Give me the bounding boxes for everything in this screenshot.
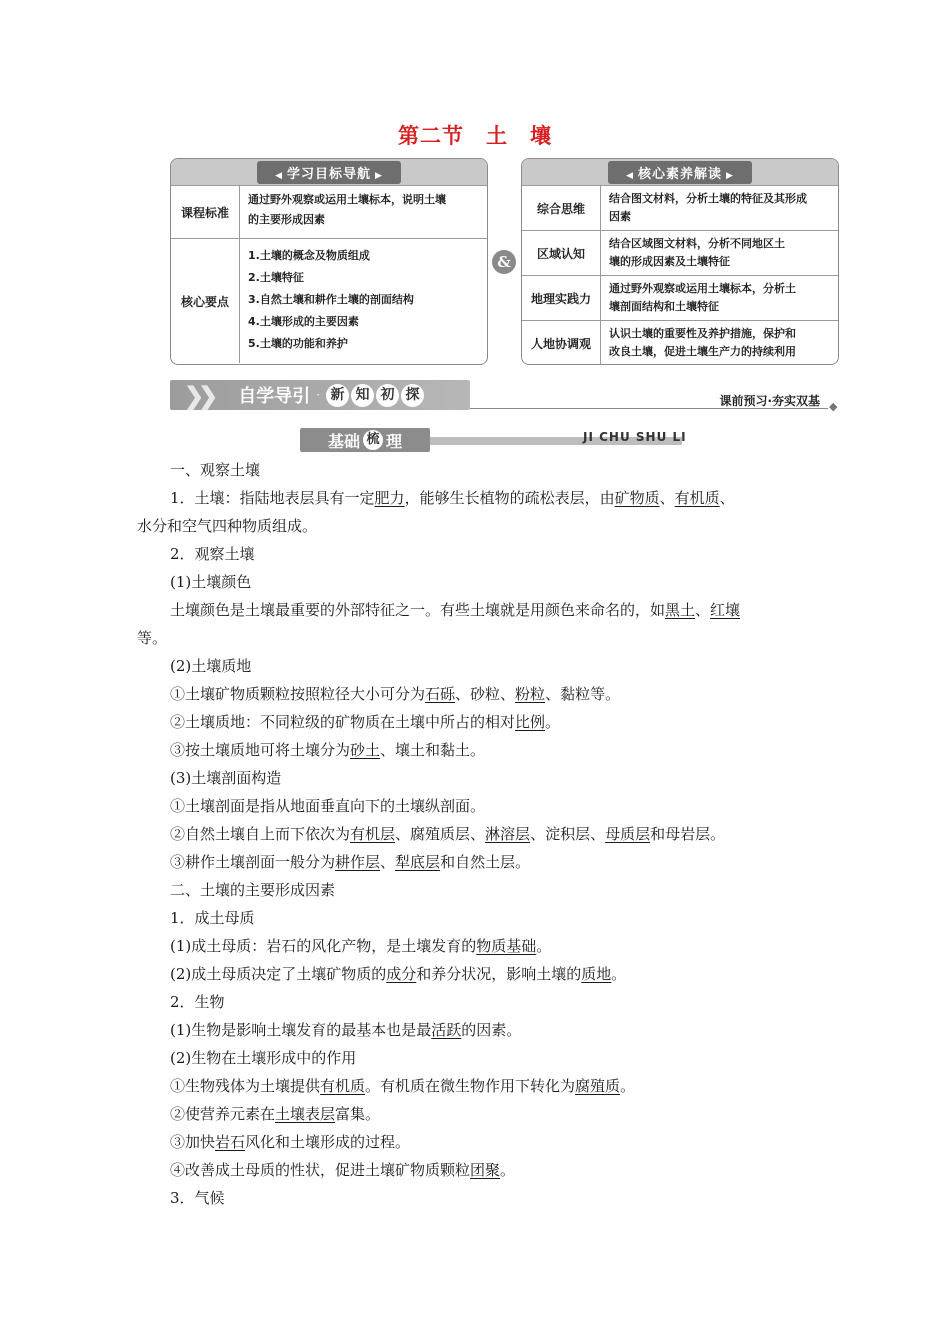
text-line xyxy=(137,1156,817,1184)
text-segment: 、 xyxy=(719,489,735,507)
row-label: 区域认知 xyxy=(522,231,601,275)
banner-dot: · xyxy=(316,388,321,402)
fill-in-answer: 犁底层 xyxy=(395,853,441,871)
fill-in-answer: 有机质 xyxy=(674,489,720,507)
text-segment: 二、土壤的主要形成因素 xyxy=(170,881,336,899)
section-banner xyxy=(170,380,470,410)
text-line xyxy=(137,624,817,652)
text-line xyxy=(137,1184,817,1212)
text-segment: 、 xyxy=(695,601,711,619)
fill-in-answer: 矿物质 xyxy=(614,489,660,507)
fill-in-answer: 有机质 xyxy=(320,1077,366,1095)
text-line xyxy=(137,568,817,596)
fill-in-answer: 团聚 xyxy=(470,1161,501,1179)
banner-circle-char: 知 xyxy=(351,384,374,407)
fill-in-answer: 活跃 xyxy=(431,1021,462,1039)
text-segment: 和母岩层。 xyxy=(650,825,726,843)
core-points-row xyxy=(171,238,487,363)
body-text xyxy=(137,456,817,1212)
text-segment: (1)成土母质：岩石的风化产物，是土壤发育的 xyxy=(170,937,477,955)
fill-in-answer: 石砾 xyxy=(425,685,456,703)
fill-in-answer: 岩石 xyxy=(215,1133,246,1151)
row-content: 1.土壤的概念及物质组成 2.土壤特征 3.自然土壤和耕作土壤的剖面结构 4.土壤形成的主要因素 5.土壤的功能和养护 xyxy=(248,249,414,350)
text-segment: (3)土壤剖面构造 xyxy=(170,769,282,787)
text-segment: 。 xyxy=(611,965,627,983)
learning-goals-title: ◀ 学习目标导航 ▶ xyxy=(257,161,401,184)
row-content: 认识土壤的重要性及养护措施，保护和 改良土壤，促进土壤生产力的持续利用 xyxy=(609,327,796,358)
literacy-row xyxy=(522,320,838,365)
text-segment: 一、观察土壤 xyxy=(170,461,261,479)
text-line xyxy=(137,1128,817,1156)
text-line xyxy=(137,876,817,904)
fill-in-answer: 成分 xyxy=(386,965,417,983)
fill-in-answer: 有机层 xyxy=(350,825,396,843)
page-title: 第二节 土 壤 xyxy=(398,123,552,148)
text-segment: 3．气候 xyxy=(170,1189,225,1207)
banner-circle-char: 新 xyxy=(326,384,349,407)
text-line xyxy=(137,708,817,736)
core-literacy-header xyxy=(522,159,838,185)
text-line xyxy=(137,988,817,1016)
fill-in-answer: 淋溶层 xyxy=(485,825,531,843)
fill-in-answer: 红壤 xyxy=(710,601,741,619)
text-line xyxy=(137,736,817,764)
core-literacy-box xyxy=(521,158,839,365)
text-segment: ②土壤质地：不同粒级的矿物质在土壤中所占的相对 xyxy=(170,713,516,731)
fill-in-answer: 母质层 xyxy=(605,825,651,843)
text-segment: 、砂粒、 xyxy=(455,685,516,703)
core-literacy-title: ◀ 核心素养解读 ▶ xyxy=(608,161,752,184)
text-segment: (2)土壤质地 xyxy=(170,657,252,675)
text-segment: ①土壤矿物质颗粒按照粒径大小可分为 xyxy=(170,685,426,703)
text-segment: 。 xyxy=(536,937,552,955)
text-segment: ①生物残体为土壤提供 xyxy=(170,1077,321,1095)
text-line xyxy=(137,484,817,512)
row-label: 地理实践力 xyxy=(522,276,601,320)
text-segment: 、 xyxy=(659,489,675,507)
text-segment: 、腐殖质层、 xyxy=(395,825,486,843)
banner-circle-char: 探 xyxy=(401,384,424,407)
learning-goals-header xyxy=(171,159,487,185)
text-line xyxy=(137,1072,817,1100)
text-segment: ④改善成土母质的性状，促进土壤矿物质颗粒 xyxy=(170,1161,471,1179)
text-line xyxy=(137,652,817,680)
sub-banner-pinyin: JI CHU SHU LI xyxy=(583,430,687,444)
text-line xyxy=(137,764,817,792)
row-label: 人地协调观 xyxy=(522,321,601,365)
text-line xyxy=(137,680,817,708)
banner-circle-char: 初 xyxy=(376,384,399,407)
row-content: 结合区域图文材料，分析不同地区土 壤的形成因素及土壤特征 xyxy=(609,237,785,268)
text-segment: 。 xyxy=(500,1161,516,1179)
text-segment: ③耕作土壤剖面一般分为 xyxy=(170,853,336,871)
text-segment: 等。 xyxy=(137,629,168,647)
text-segment: ，能够生长植物的疏松表层，由 xyxy=(404,489,615,507)
fill-in-answer: 砂土 xyxy=(350,741,381,759)
row-content: 通过野外观察或运用土壤标本，说明土壤 的主要形成因素 xyxy=(248,193,446,226)
fill-in-answer: 耕作层 xyxy=(335,853,381,871)
ampersand-icon: & xyxy=(492,250,516,274)
text-segment: ②自然土壤自上而下依次为 xyxy=(170,825,351,843)
row-content: 结合图文材料，分析土壤的特征及其形成 因素 xyxy=(609,192,807,223)
text-segment: 和自然土层。 xyxy=(440,853,531,871)
literacy-row xyxy=(522,230,838,275)
text-segment: 2．生物 xyxy=(170,993,225,1011)
text-segment: 2．观察土壤 xyxy=(170,545,255,563)
text-segment: (1)生物是影响土壤发育的最基本也是最 xyxy=(170,1021,432,1039)
banner-subtitle: 课前预习·夯实双基 xyxy=(719,394,820,408)
text-segment: ③按土壤质地可将土壤分为 xyxy=(170,741,351,759)
text-segment: (2)成土母质决定了土壤矿物质的 xyxy=(170,965,387,983)
text-line xyxy=(137,596,817,624)
fill-in-answer: 粉粒 xyxy=(515,685,546,703)
text-line xyxy=(137,792,817,820)
text-segment: 。 xyxy=(620,1077,636,1095)
text-segment: 1．土壤：指陆地表层具有一定 xyxy=(170,489,375,507)
text-segment: 、黏粒等。 xyxy=(545,685,621,703)
learning-goals-box xyxy=(170,158,488,365)
diamond-icon: ◆ xyxy=(829,400,838,413)
sub-banner-circle-char: 梳 xyxy=(363,430,383,450)
text-segment: 水分和空气四种物质组成。 xyxy=(137,517,318,535)
row-label: 核心要点 xyxy=(171,239,240,363)
fill-in-answer: 比例 xyxy=(515,713,546,731)
text-segment: ①土壤剖面是指从地面垂直向下的土壤纵剖面。 xyxy=(170,797,486,815)
text-line xyxy=(137,960,817,988)
text-line xyxy=(137,540,817,568)
sub-banner: 基础 梳 理 xyxy=(300,428,430,452)
text-segment: 风化和土壤形成的过程。 xyxy=(245,1133,411,1151)
course-standard-row xyxy=(171,185,487,238)
fill-in-answer: 腐殖质 xyxy=(575,1077,621,1095)
text-segment: (2)生物在土壤形成中的作用 xyxy=(170,1049,357,1067)
row-label: 课程标准 xyxy=(171,186,240,238)
text-line xyxy=(137,512,817,540)
text-line xyxy=(137,904,817,932)
fill-in-answer: 黑土 xyxy=(665,601,696,619)
chevron-icon: ❯❯ xyxy=(184,380,213,410)
text-line xyxy=(137,1100,817,1128)
text-segment: 土壤颜色是土壤最重要的外部特征之一。有些土壤就是用颜色来命名的，如 xyxy=(170,601,666,619)
text-line xyxy=(137,1044,817,1072)
text-segment: 。 xyxy=(545,713,561,731)
fill-in-answer: 肥力 xyxy=(374,489,405,507)
text-segment: ②使营养元素在 xyxy=(170,1105,276,1123)
text-segment: 和养分状况，影响土壤的 xyxy=(416,965,582,983)
literacy-row xyxy=(522,185,838,230)
text-segment: ③加快 xyxy=(170,1133,216,1151)
text-segment: 、淀积层、 xyxy=(530,825,606,843)
text-line xyxy=(137,456,817,484)
text-segment: 富集。 xyxy=(335,1105,381,1123)
text-line xyxy=(137,848,817,876)
literacy-row xyxy=(522,275,838,320)
text-line xyxy=(137,820,817,848)
text-segment: 、 xyxy=(380,853,396,871)
fill-in-answer: 物质基础 xyxy=(476,937,537,955)
text-segment: 、壤土和黏土。 xyxy=(380,741,486,759)
text-segment: 1．成土母质 xyxy=(170,909,255,927)
fill-in-answer: 土壤表层 xyxy=(275,1105,336,1123)
text-line xyxy=(137,932,817,960)
banner-title: 自学导引 xyxy=(238,386,311,407)
text-segment: 的因素。 xyxy=(461,1021,522,1039)
text-line xyxy=(137,1016,817,1044)
text-segment: 。有机质在微生物作用下转化为 xyxy=(365,1077,576,1095)
row-content: 通过野外观察或运用土壤标本，分析土 壤剖面结构和土壤特征 xyxy=(609,282,796,313)
row-label: 综合思维 xyxy=(522,186,601,230)
text-segment: (1)土壤颜色 xyxy=(170,573,252,591)
fill-in-answer: 质地 xyxy=(581,965,612,983)
